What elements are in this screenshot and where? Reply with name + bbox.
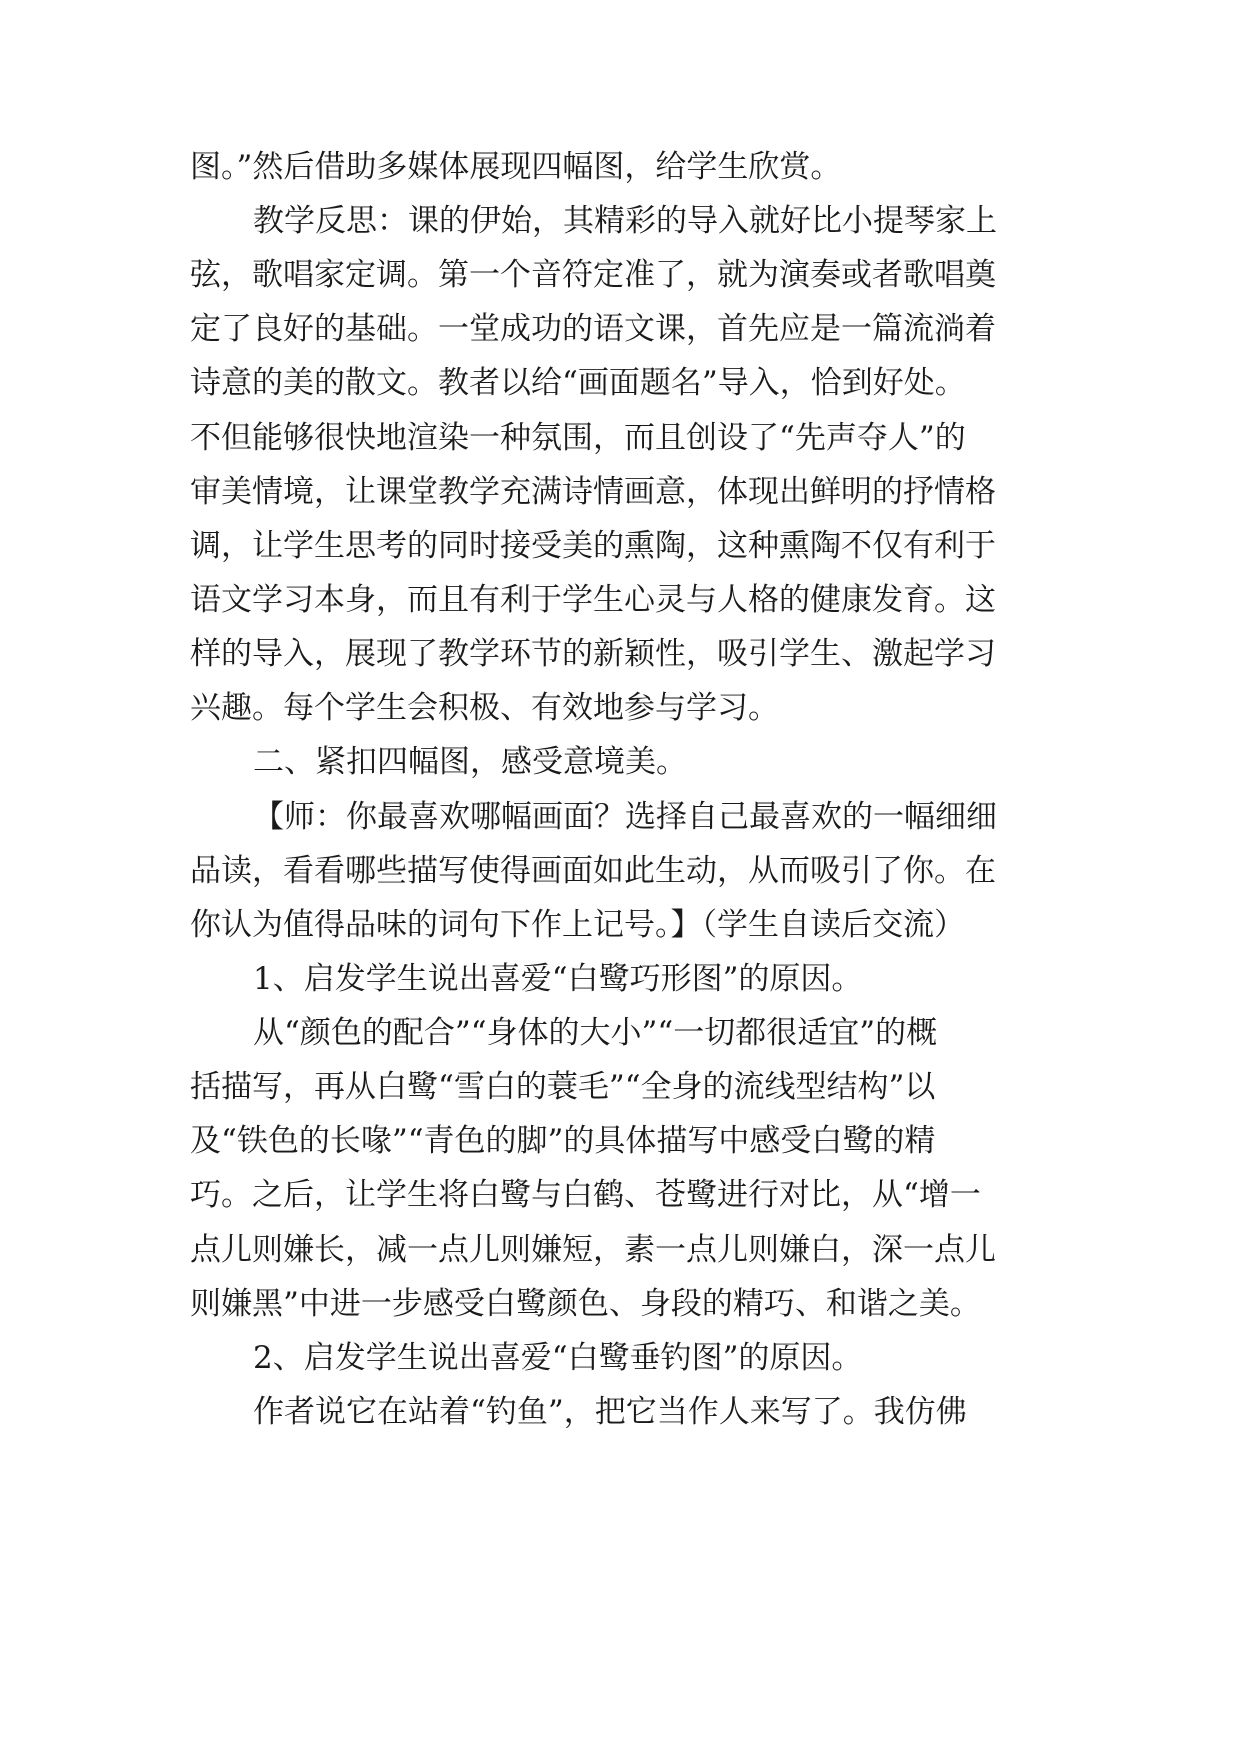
text-line: 品读，看看哪些描写使得画面如此生动，从而吸引了你。在 bbox=[190, 853, 996, 889]
text-line: 点儿则嫌长，减一点儿则嫌短，素一点儿则嫌白，深一点儿 bbox=[190, 1232, 996, 1268]
text-line: 调，让学生思考的同时接受美的熏陶，这种熏陶不仅有利于 bbox=[190, 528, 996, 564]
numbered-item: 2、启发学生说出喜爱“白鹭垂钓图”的原因。 bbox=[253, 1340, 863, 1376]
text-line: 图。”然后借助多媒体展现四幅图，给学生欣赏。 bbox=[190, 149, 842, 185]
text-line: 样的导入，展现了教学环节的新颖性，吸引学生、激起学习 bbox=[190, 636, 996, 672]
text-line: 你认为值得品味的词句下作上记号。】（学生自读后交流） bbox=[190, 907, 965, 943]
text-line: 作者说它在站着“钓鱼”，把它当作人来写了。我仿佛 bbox=[253, 1394, 967, 1430]
text-line: 括描写，再从白鹭“雪白的蓑毛”“全身的流线型结构”以 bbox=[190, 1069, 936, 1105]
text-line: 【师：你最喜欢哪幅画面？选择自己最喜欢的一幅细细 bbox=[253, 799, 997, 835]
text-line: 及“铁色的长喙”“青色的脚”的具体描写中感受白鹭的精 bbox=[190, 1123, 936, 1159]
text-line: 不但能够很快地渲染一种氛围，而且创设了“先声夺人”的 bbox=[190, 420, 966, 456]
text-line: 教学反思：课的伊始，其精彩的导入就好比小提琴家上 bbox=[253, 203, 997, 239]
text-line: 语文学习本身，而且有利于学生心灵与人格的健康发育。这 bbox=[190, 582, 996, 618]
text-line: 从“颜色的配合”“身体的大小”“一切都很适宜”的概 bbox=[253, 1015, 938, 1051]
text-line: 则嫌黑”中进一步感受白鹭颜色、身段的精巧、和谐之美。 bbox=[190, 1286, 981, 1322]
text-line: 巧。之后，让学生将白鹭与白鹤、苍鹭进行对比，从“增一 bbox=[190, 1177, 981, 1213]
text-line: 诗意的美的散文。教者以给“画面题名”导入，恰到好处。 bbox=[190, 365, 966, 401]
text-line: 定了良好的基础。一堂成功的语文课，首先应是一篇流淌着 bbox=[190, 311, 996, 347]
section-heading: 二、紧扣四幅图，感受意境美。 bbox=[253, 744, 687, 780]
text-line: 审美情境，让课堂教学充满诗情画意，体现出鲜明的抒情格 bbox=[190, 474, 996, 510]
numbered-item: 1、启发学生说出喜爱“白鹭巧形图”的原因。 bbox=[253, 961, 863, 997]
text-line: 弦，歌唱家定调。第一个音符定准了，就为演奏或者歌唱奠 bbox=[190, 257, 996, 293]
text-line: 兴趣。每个学生会积极、有效地参与学习。 bbox=[190, 690, 779, 726]
